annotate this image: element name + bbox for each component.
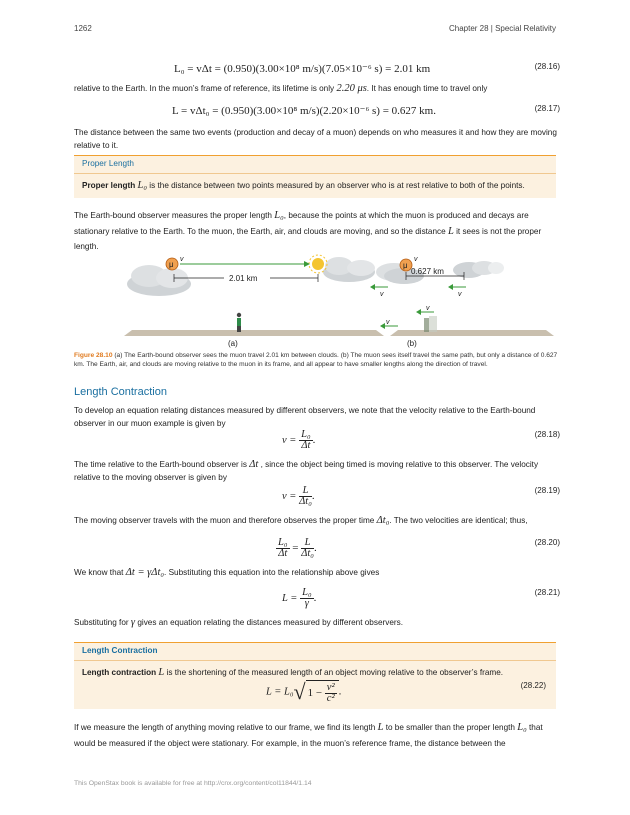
paragraph: The distance between the same two events (production and decay of a muon) depends on who measures it and how they are moving relative to it.: [74, 128, 557, 150]
muon-symbol: μ: [169, 260, 174, 269]
proper-length-box: [74, 155, 556, 198]
paragraph: relative to the Earth. In the muon’s frame of reference, its lifetime is only 2.20 μs. It has enough time to travel only: [74, 83, 488, 94]
figure-28-10: [74, 254, 564, 350]
svg-text:v: v: [426, 305, 430, 312]
observer-icon: [424, 316, 437, 332]
equation-expr: L = vΔt₀ = (0.950)(3.00×10⁸ m/s)(2.20×10⁻⁶ s) = 0.627 km.: [172, 105, 436, 117]
cloud-icon: [127, 265, 191, 296]
paragraph: The moving observer travels with the muon and therefore observes the proper time Δt₀. The two velocities are identical; thus,: [74, 515, 528, 526]
box-title: Length Contraction: [82, 646, 158, 655]
box-content: Length contraction L is the shortening of the measured length of an object moving relative to the observer’s frame.: [82, 667, 504, 678]
equation-28-19: v = $\frac{L}{\text{Δt₀}}$ . (28.19): [282, 485, 560, 507]
equation-28-18: v = $\frac{\text{L₀}}{\Delta t}$ . (28.18): [282, 429, 560, 451]
muon-symbol: μ: [403, 261, 408, 270]
box-title: Proper Length: [82, 159, 134, 168]
equation-number: (28.21): [534, 588, 560, 597]
svg-text:v: v: [386, 319, 390, 326]
equation-expr: L₀ = vΔt = (0.950)(3.00×10⁸ m/s)(7.05×10⁻⁶ s) = 2.01 km: [174, 63, 431, 75]
velocity-arrow-left: [448, 284, 466, 298]
cloud-icon: [323, 257, 375, 282]
equation-number: (28.22): [520, 681, 546, 690]
ground-b: [390, 330, 554, 336]
distance-label-b: 0.627 km: [411, 267, 444, 276]
paragraph: If we measure the length of anything moving relative to our frame, we find its length L to be smaller than the proper length L₀ that would be measured if the object were stationary. For example, in the muon’s reference frame, the distance between the: [74, 722, 543, 748]
equation-number: (28.17): [534, 104, 560, 113]
ground-a: [124, 330, 384, 336]
chapter-title: Chapter 28 | Special Relativity: [448, 24, 556, 33]
equation-number: (28.20): [534, 538, 560, 547]
box-content: Proper length L₀ is the distance between two points measured by an observer who is at rest relative to both of the points.: [82, 180, 525, 191]
equation-number: (28.19): [534, 486, 560, 495]
label-a: (a): [228, 339, 238, 348]
footer: This OpenStax book is available for free at http://cnx.org/content/col11844/1.14: [74, 780, 312, 787]
paragraph: We know that Δt = γΔt₀. Substituting this equation into the relationship above gives: [74, 567, 380, 578]
section-heading: Length Contraction: [74, 386, 167, 398]
equation-28-21: L = $\frac{\text{L₀}}{\gamma}$ . (28.21): [282, 587, 560, 609]
velocity-arrow-left: [370, 284, 388, 298]
paragraph: To develop an equation relating distances measured by different observers, we note that the velocity relative to the Earth-bound observer in our muon example is given by: [74, 406, 536, 428]
equation-28-20: $\frac{\text{L₀}}{\Delta t}$ = $\frac{L}{\text{Δt₀}}$ . (28.20): [278, 537, 560, 559]
paragraph: The Earth-bound observer measures the proper length L₀, because the points at which the muon is produced and decays are stationary relative to the Earth. To the muon, the Earth, air, and clouds are moving, and so the distance L it sees is not the proper length.: [74, 210, 542, 251]
paragraph: The time relative to the Earth-bound observer is Δt , since the object being timed is moving relative to this observer. The velocity relative to the moving observer is given by: [74, 459, 539, 482]
velocity-arrow-left: [380, 319, 398, 329]
equation-28-16: [74, 60, 560, 80]
length-contraction-box: [74, 642, 556, 709]
distance-label-a: 2.01 km: [229, 274, 258, 283]
observer-icon: [237, 313, 241, 332]
svg-text:v: v: [458, 291, 462, 298]
velocity-label: v: [180, 256, 184, 263]
figure-caption: Figure 28.10 (a) The Earth-bound observer sees the muon travel 2.01 km between clouds. (b) The muon sees itself travel the same path, but only a distance of 0.627 km. The Earth, air, and clouds are moving relative to the muon in its frame, and all appear to have smaller lengths along the direction of travel.: [74, 352, 558, 368]
cloud-icon: [453, 261, 504, 278]
equation-28-17: [74, 102, 560, 122]
label-b: (b): [407, 339, 417, 348]
velocity-arrow-left: [416, 305, 434, 315]
page-number: 1262: [74, 24, 92, 33]
paragraph: Substituting for γ gives an equation relating the distances measured by different observers.: [74, 617, 403, 628]
equation-number: (28.16): [534, 62, 560, 71]
svg-text:v: v: [380, 291, 384, 298]
equation-number: (28.18): [534, 430, 560, 439]
velocity-label: v: [414, 256, 418, 263]
equation-28-22: L = L₀√ 1 − $\frac{\text{v²}}{\text{c²}}$ .: [266, 679, 342, 704]
